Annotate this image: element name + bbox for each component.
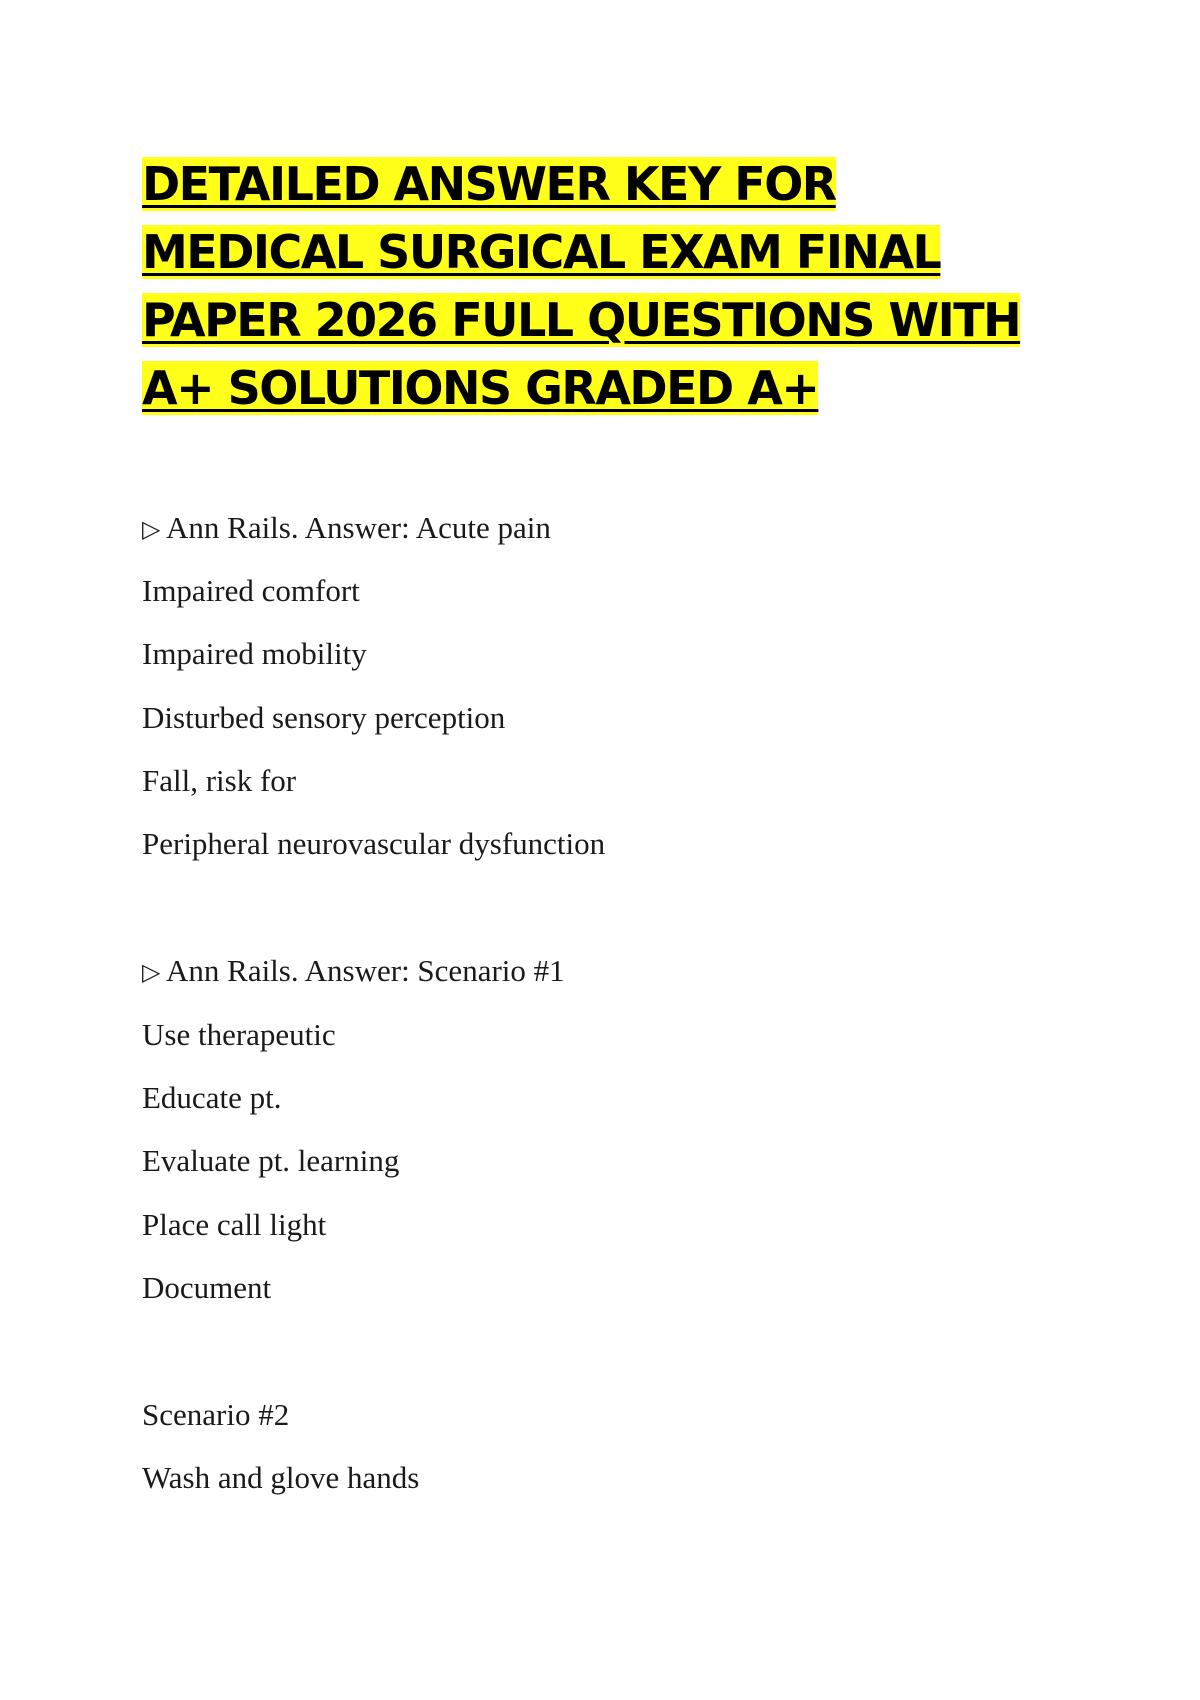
arrow-bullet-icon: ▷ bbox=[142, 515, 161, 543]
list-item: Evaluate pt. learning bbox=[142, 1143, 400, 1178]
list-item: Fall, risk for bbox=[142, 763, 297, 798]
list-item: Document bbox=[142, 1270, 272, 1305]
list-item: Educate pt. bbox=[142, 1080, 282, 1115]
list-item: Impaired comfort bbox=[142, 573, 360, 608]
list-item: Use therapeutic bbox=[142, 1017, 336, 1052]
document-title bbox=[142, 150, 1062, 422]
section-2-heading-text: Ann Rails. Answer: Scenario #1 bbox=[166, 953, 565, 988]
section-1-heading-text: Ann Rails. Answer: Acute pain bbox=[166, 510, 551, 545]
document-title-text: DETAILED ANSWER KEY FOR MEDICAL SURGICAL EXAM FINAL PAPER 2026 FULL QUESTIONS WITH A+ SOLUTIONS GRADED A+ bbox=[142, 157, 1021, 415]
list-item: Wash and glove hands bbox=[142, 1460, 420, 1495]
list-item: Place call light bbox=[142, 1207, 327, 1242]
list-item: Peripheral neurovascular dysfunction bbox=[142, 826, 606, 861]
section-2-heading bbox=[142, 951, 565, 992]
section-3-heading: Scenario #2 bbox=[142, 1397, 290, 1432]
arrow-bullet-icon: ▷ bbox=[142, 958, 161, 986]
list-item: Impaired mobility bbox=[142, 636, 367, 671]
list-item: Disturbed sensory perception bbox=[142, 700, 506, 735]
section-1-heading bbox=[142, 508, 551, 549]
